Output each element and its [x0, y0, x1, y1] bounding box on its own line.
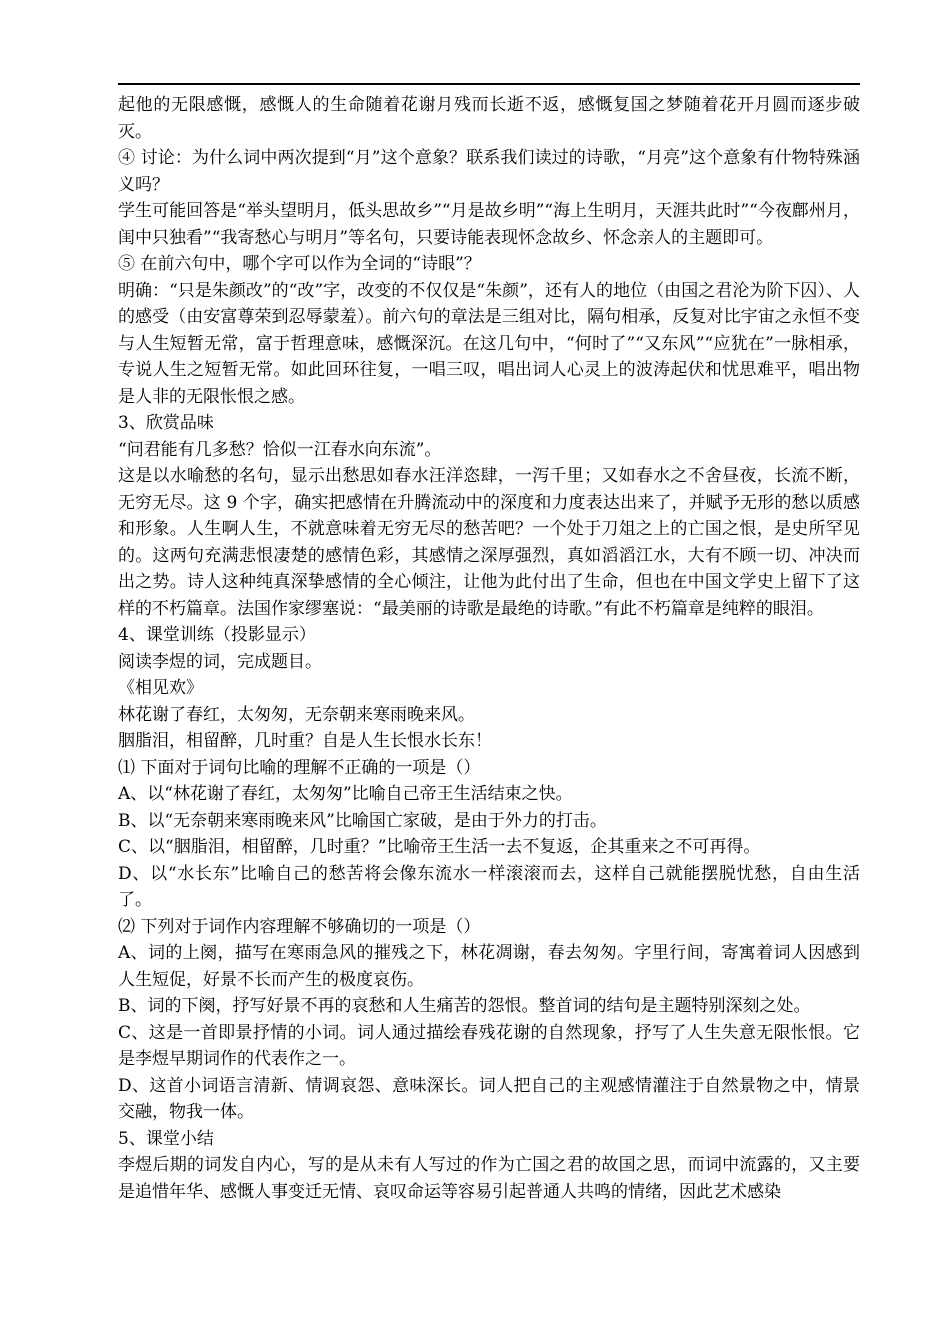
exercise-instruction: 阅读李煜的词，完成题目。	[118, 651, 322, 672]
section-heading-3: 3、欣赏品味	[118, 413, 214, 433]
summary-paragraph: 李煜后期的词发自内心，写的是从未有人写过的作为亡国之君的故国之思，而词中流露的，又主要是追惜年华、感慨人事变迁无情、哀叹命运等容易引起普通人共鸣的情绪，因此艺术感染	[118, 1155, 860, 1202]
clarification-paragraph: 明确：“只是朱颜改”的“改”字，改变的不仅仅是“朱颜”，还有人的地位（由国之君沦为阶下囚）、人的感受（由安富尊荣到忍辱蒙羞）。前六句的章法是三组对比，隔句相承，反复对比宇宙之永恒不变与人生短暂无常，富于哲理意味，感慨深沉。在这几句中，“何时了”“又东风”“应犹在”一脉相承，专说人生之短暂无常。如此回环往复，一唱三叹，唱出词人心灵上的波涛起伏和忧思难平，唱出物是人非的无限怅恨之感。	[118, 280, 860, 407]
quoted-verse: “问君能有几多愁？恰似一江春水向东流”。	[118, 439, 442, 460]
discussion-question-4: ④ 讨论：为什么词中两次提到“月”这个意象？联系我们读过的诗歌，“月亮”这个意象有什物特殊涵义吗？	[118, 148, 860, 195]
section-heading-5: 5、课堂小结	[118, 1128, 214, 1149]
option-item: B、以“无奈朝来寒雨晚来风”比喻国亡家破，是由于外力的打击。	[118, 810, 607, 831]
paragraph-continuation: 起他的无限感慨，感慨人的生命随着花谢月残而长逝不返，感慨复国之梦随着花开月圆而逐步破灭。	[118, 95, 860, 142]
poem-line: 林花谢了春红，太匆匆，无奈朝来寒雨晚来风。	[118, 704, 475, 725]
option-item: D、这首小词语言清新、情调哀怨、意味深长。词人把自己的主观感情灌注于自然景物之中，情景交融，物我一体。	[118, 1075, 860, 1122]
exercise-question-2: ⑵ 下列对于词作内容理解不够确切的一项是（）	[118, 916, 481, 937]
option-item: B、词的下阕，抒写好景不再的哀愁和人生痛苦的怨恨。整首词的结句是主题特别深刻之处。	[118, 996, 811, 1016]
student-answer: 学生可能回答是“举头望明月，低头思故乡”“月是故乡明”“海上生明月，天涯共此时”“今夜鄜州月，闺中只独看”“我寄愁心与明月”等名句，只要诗能表现怀念故乡、怀念亲人的主题即可。	[118, 201, 860, 248]
poem-line: 胭脂泪，相留醉，几时重？自是人生长恨水长东！	[118, 731, 492, 751]
option-item: A、以“林花谢了春红，太匆匆”比喻自己帝王生活结束之快。	[118, 784, 573, 804]
exercise-question-1: ⑴ 下面对于词句比喻的理解不正确的一项是（）	[118, 757, 481, 778]
option-item: C、这是一首即景抒情的小词。词人通过描绘春残花谢的自然现象，抒写了人生失意无限怅恨。它是李煜早期词作的代表作之一。	[118, 1022, 860, 1069]
header-rule	[118, 83, 860, 85]
appreciation-paragraph: 这是以水喻愁的名句，显示出愁思如春水汪洋恣肆，一泻千里；又如春水之不舍昼夜，长流不断，无穷无尽。这 9 个字，确实把感情在升腾流动中的深度和力度表达出来了，并赋予无形的愁以质感和形象。人生啊人生，不就意味着无穷无尽的愁苦吧？一个处于刀俎之上的亡国之恨，是史所罕见的。这两句充满悲恨凄楚的感情色彩，其感情之深厚强烈，真如滔滔江水，大有不顾一切、冲决而出之势。诗人这种纯真深挚感情的全心倾注，让他为此付出了生命，但也在中国文学史上留下了这样的不朽篇章。法国作家缪塞说：“最美丽的诗歌是最绝的诗歌。”有此不朽篇章是纯粹的眼泪。	[118, 466, 860, 619]
discussion-question-5: ⑤ 在前六句中，哪个字可以作为全词的“诗眼”？	[118, 254, 481, 274]
document-body	[118, 92, 860, 1205]
option-item: C、以“胭脂泪，相留醉，几时重？”比喻帝王生活一去不复返，企其重来之不可再得。	[118, 837, 761, 857]
poem-title: 《相见欢》	[118, 678, 203, 698]
option-item: A、词的上阕，描写在寒雨急风的摧残之下，林花凋谢，春去匆匆。字里行间，寄寓着词人因感到人生短促，好景不长而产生的极度哀伤。	[118, 943, 860, 990]
option-item: D、以“水长东”比喻自己的愁苦将会像东流水一样滚滚而去，这样自己就能摆脱忧愁，自由生活了。	[118, 863, 860, 910]
section-heading-4: 4、课堂训练（投影显示）	[118, 625, 316, 645]
